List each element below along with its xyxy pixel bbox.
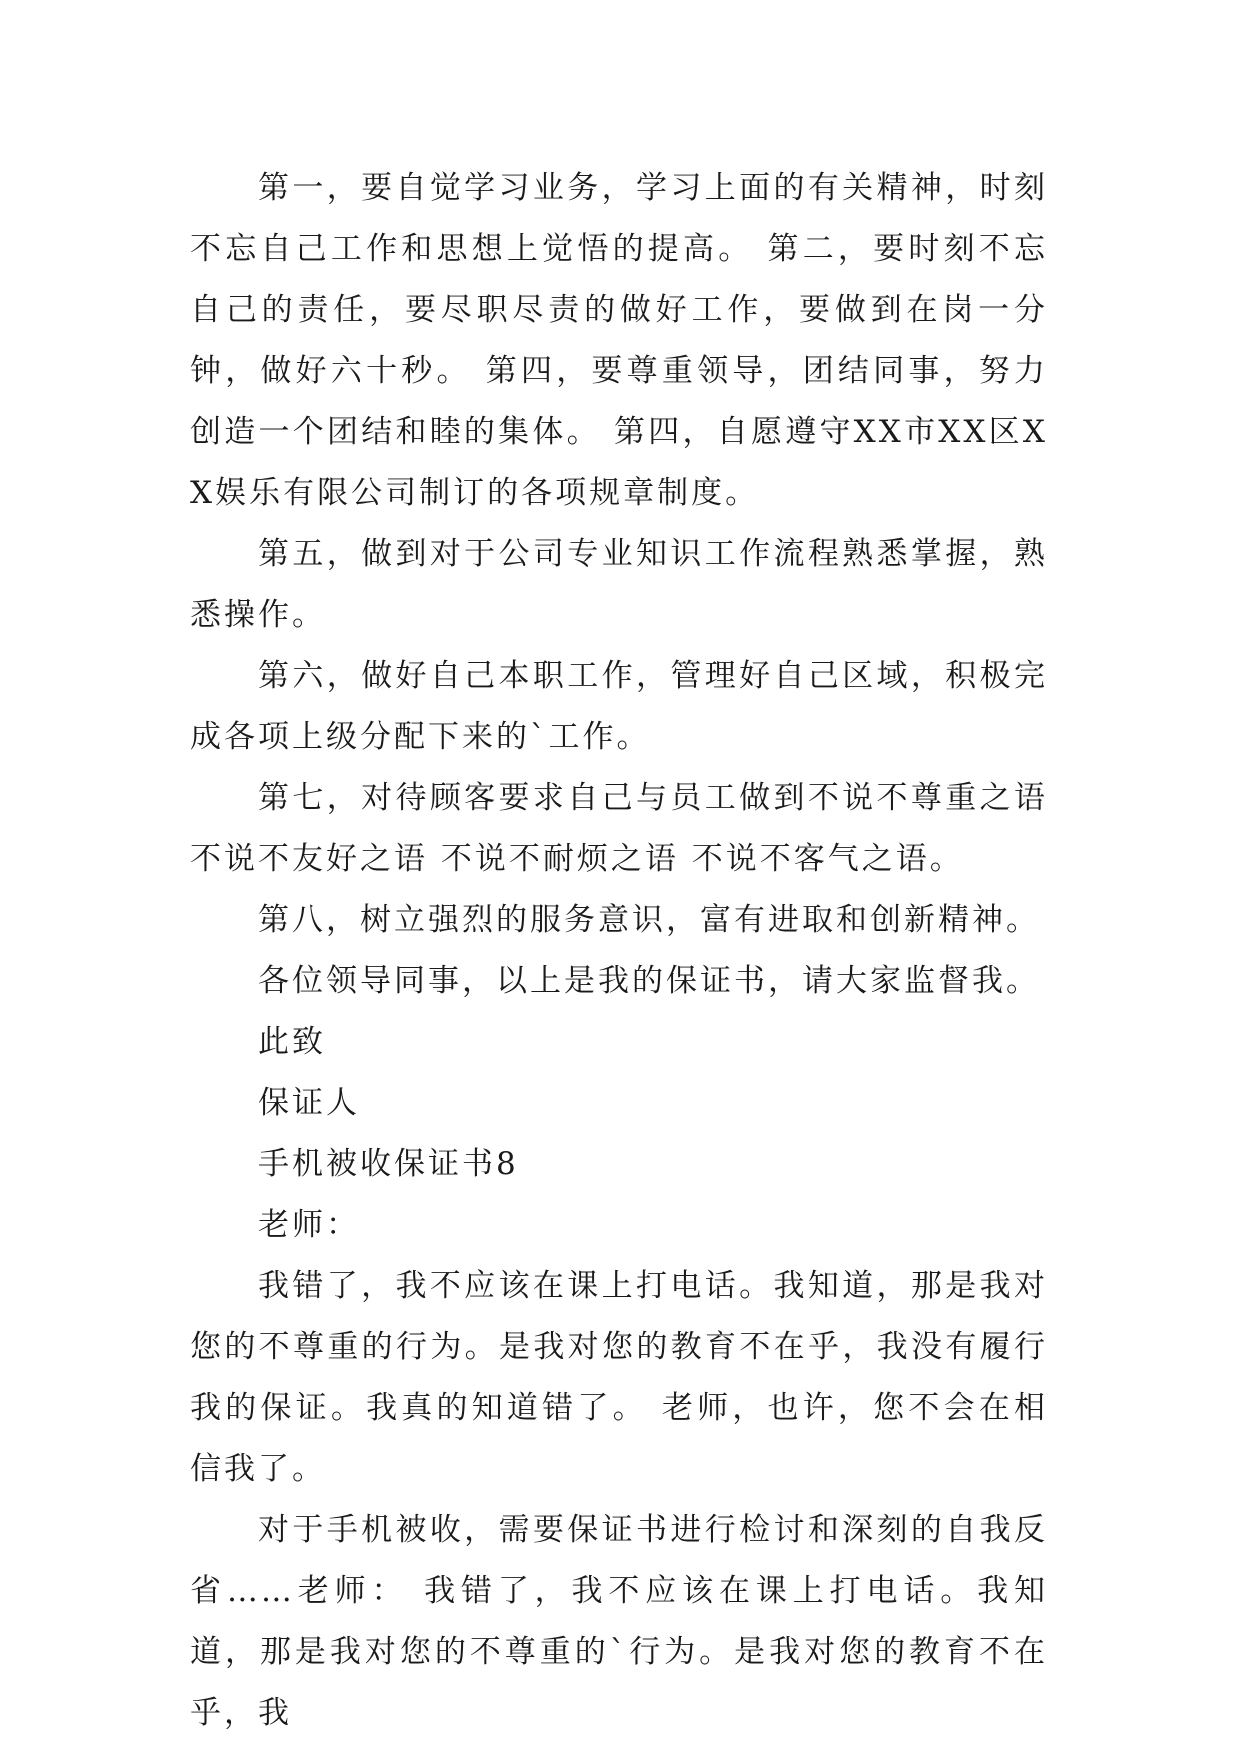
paragraph-pledge-item-8: 第八，树立强烈的服务意识，富有进取和创新精神。 [258,902,1040,938]
paragraph-apology-continued: 对于手机被收，需要保证书进行检讨和深刻的自我反省……老师： 我错了，我不应该在课上打电话。我知道，那是我对您的不尊重的`行为。是我对您的教育不在乎，我 [190,1512,1048,1731]
paragraph-pledge-items-1-4: 第一，要自觉学习业务，学习上面的有关精神，时刻不忘自己工作和思想上觉悟的提高。 第二，要时刻不忘自己的责任，要尽职尽责的做好工作，要做到在岗一分钟，做好六十秒。 第四，要尊重领导，团结同事，努力创造一个团结和睦的集体。 第四，自愿遵守XX市XX区XX娱乐有限公司制订的各项规章制度。 [190,170,1048,511]
paragraph-apology: 我错了，我不应该在课上打电话。我知道，那是我对您的不尊重的行为。是我对您的教育不在乎，我没有履行我的保证。我真的知道错了。 老师，也许，您不会在相信我了。 [190,1268,1048,1487]
paragraph-closing-request: 各位领导同事，以上是我的保证书，请大家监督我。 [258,963,1040,999]
paragraph-salutation: 此致 [258,1024,326,1060]
section-heading: 手机被收保证书8 [258,1146,519,1182]
document-body [190,158,1048,1744]
paragraph-pledge-item-6: 第六，做好自己本职工作，管理好自己区域，积极完成各项上级分配下来的`工作。 [190,658,1048,755]
paragraph-pledge-item-7: 第七，对待顾客要求自己与员工做到不说不尊重之语 不说不友好之语 不说不耐烦之语 不说不客气之语。 [190,780,1048,877]
paragraph-addressee: 老师： [258,1207,360,1243]
paragraph-signatory: 保证人 [258,1085,360,1121]
paragraph-pledge-item-5: 第五，做到对于公司专业知识工作流程熟悉掌握，熟悉操作。 [190,536,1048,633]
